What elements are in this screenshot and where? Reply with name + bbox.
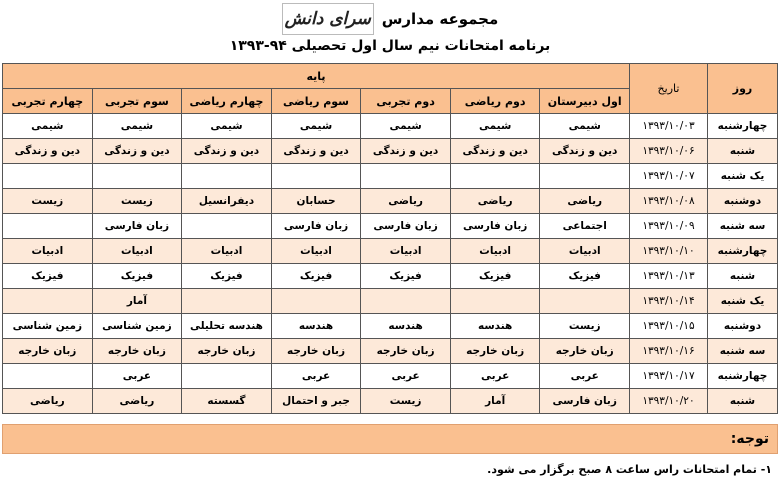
subject-cell: دین و زندگی	[3, 139, 93, 164]
subject-cell: آمار	[92, 289, 182, 314]
subject-cell	[361, 289, 451, 314]
subject-cell	[182, 364, 272, 389]
subject-cell: شیمی	[361, 114, 451, 139]
subject-cell: عربی	[540, 364, 630, 389]
subject-cell: زمین شناسی	[3, 314, 93, 339]
subject-cell: ریاضی	[540, 189, 630, 214]
subject-cell	[182, 214, 272, 239]
subject-cell: زبان فارسی	[450, 214, 540, 239]
subject-cell	[3, 289, 93, 314]
subject-cell: زمین شناسی	[92, 314, 182, 339]
subject-cell: ادبیات	[3, 239, 93, 264]
subject-cell: شیمی	[92, 114, 182, 139]
table-row	[3, 389, 778, 414]
table-row	[3, 114, 778, 139]
table-row	[3, 364, 778, 389]
subject-cell	[540, 164, 630, 189]
subject-cell: حسابان	[271, 189, 361, 214]
subject-cell	[450, 289, 540, 314]
header	[0, 2, 780, 36]
subject-cell	[361, 164, 451, 189]
subject-cell	[271, 289, 361, 314]
subject-cell: گسسته	[182, 389, 272, 414]
table-row	[3, 164, 778, 189]
subject-cell: شیمی	[450, 114, 540, 139]
subject-cell: زبان خارجه	[182, 339, 272, 364]
day-cell: شنبه	[708, 264, 778, 289]
subject-cell: شیمی	[540, 114, 630, 139]
header-column: اول دبیرستان	[540, 89, 630, 114]
page-subtitle: برنامه امتحانات نیم سال اول تحصیلی ۹۴-۱۳۹۳	[229, 38, 551, 54]
subject-cell: ریاضی	[450, 189, 540, 214]
subject-cell: فیزیک	[450, 264, 540, 289]
header-column: سوم تجربی	[92, 89, 182, 114]
subject-cell	[3, 364, 93, 389]
subject-cell: آمار	[450, 389, 540, 414]
subject-cell: زبان خارجه	[92, 339, 182, 364]
date-cell: ۱۳۹۳/۱۰/۱۰	[630, 239, 708, 264]
subject-cell	[92, 164, 182, 189]
table-row	[3, 214, 778, 239]
table-row	[3, 239, 778, 264]
date-cell: ۱۳۹۳/۱۰/۱۷	[630, 364, 708, 389]
subject-cell: دین و زندگی	[271, 139, 361, 164]
subject-cell: هندسه تحلیلی	[182, 314, 272, 339]
subject-cell: فیزیک	[540, 264, 630, 289]
subject-cell: شیمی	[271, 114, 361, 139]
subject-cell: ادبیات	[361, 239, 451, 264]
subject-cell	[182, 164, 272, 189]
subject-cell: هندسه	[361, 314, 451, 339]
subject-cell: عربی	[361, 364, 451, 389]
date-cell: ۱۳۹۳/۱۰/۰۳	[630, 114, 708, 139]
header-column: چهارم ریاضی	[182, 89, 272, 114]
subject-cell	[450, 164, 540, 189]
subject-cell: ریاضی	[92, 389, 182, 414]
header-date: تاریخ	[630, 64, 708, 114]
date-cell: ۱۳۹۳/۱۰/۰۹	[630, 214, 708, 239]
day-cell: دوشنبه	[708, 189, 778, 214]
subject-cell: فیزیک	[271, 264, 361, 289]
day-cell: دوشنبه	[708, 314, 778, 339]
subject-cell: دین و زندگی	[540, 139, 630, 164]
subject-cell: زیست	[3, 189, 93, 214]
header-day: روز	[708, 64, 778, 114]
header-column: دوم تجربی	[361, 89, 451, 114]
subject-cell: عربی	[271, 364, 361, 389]
subject-cell: اجتماعی	[540, 214, 630, 239]
subject-cell: شیمی	[182, 114, 272, 139]
note-item: ۱- تمام امتحانات راس ساعت ۸ صبح برگزار می شود.	[487, 463, 772, 476]
day-cell: چهارشنبه	[708, 239, 778, 264]
subject-cell: زبان خارجه	[271, 339, 361, 364]
subject-cell: زیست	[92, 189, 182, 214]
subject-cell	[271, 164, 361, 189]
subject-cell: ادبیات	[540, 239, 630, 264]
subject-cell	[3, 214, 93, 239]
logo: سرای دانش	[282, 3, 374, 35]
subject-cell: فیزیک	[92, 264, 182, 289]
subject-cell: ریاضی	[3, 389, 93, 414]
subject-cell	[182, 289, 272, 314]
subject-cell: زبان خارجه	[3, 339, 93, 364]
subject-cell: فیزیک	[361, 264, 451, 289]
day-cell: شنبه	[708, 139, 778, 164]
table-row	[3, 264, 778, 289]
page-title: مجموعه مدارس	[381, 10, 499, 28]
subject-cell: زیست	[361, 389, 451, 414]
subject-cell: جبر و احتمال	[271, 389, 361, 414]
subject-cell: ادبیات	[450, 239, 540, 264]
exam-schedule-table	[2, 63, 778, 414]
date-cell: ۱۳۹۳/۱۰/۰۶	[630, 139, 708, 164]
date-cell: ۱۳۹۳/۱۰/۲۰	[630, 389, 708, 414]
table-row	[3, 289, 778, 314]
subject-cell: زبان فارسی	[540, 389, 630, 414]
date-cell: ۱۳۹۳/۱۰/۱۵	[630, 314, 708, 339]
table-row	[3, 314, 778, 339]
subject-cell: ادبیات	[182, 239, 272, 264]
day-cell: یک شنبه	[708, 164, 778, 189]
date-cell: ۱۳۹۳/۱۰/۰۸	[630, 189, 708, 214]
subject-cell: زبان خارجه	[361, 339, 451, 364]
day-cell: یک شنبه	[708, 289, 778, 314]
subject-cell: عربی	[92, 364, 182, 389]
date-cell: ۱۳۹۳/۱۰/۱۴	[630, 289, 708, 314]
notes-heading: توجه:	[2, 424, 778, 454]
subject-cell: زیست	[540, 314, 630, 339]
header-column: دوم ریاضی	[450, 89, 540, 114]
subject-cell: فیزیک	[182, 264, 272, 289]
subject-cell: شیمی	[3, 114, 93, 139]
subject-cell	[540, 289, 630, 314]
subject-cell: ادبیات	[271, 239, 361, 264]
day-cell: سه شنبه	[708, 339, 778, 364]
table-row	[3, 189, 778, 214]
subject-cell: دین و زندگی	[182, 139, 272, 164]
date-cell: ۱۳۹۳/۱۰/۱۳	[630, 264, 708, 289]
subject-cell: زبان فارسی	[271, 214, 361, 239]
subject-cell: هندسه	[450, 314, 540, 339]
header-column: چهارم تجربی	[3, 89, 93, 114]
subject-cell: زبان فارسی	[92, 214, 182, 239]
subject-cell: زبان فارسی	[361, 214, 451, 239]
subject-cell: ادبیات	[92, 239, 182, 264]
subject-cell: زبان خارجه	[450, 339, 540, 364]
day-cell: شنبه	[708, 389, 778, 414]
subject-cell: ریاضی	[361, 189, 451, 214]
day-cell: چهارشنبه	[708, 114, 778, 139]
subject-cell: دین و زندگی	[361, 139, 451, 164]
date-cell: ۱۳۹۳/۱۰/۰۷	[630, 164, 708, 189]
day-cell: چهارشنبه	[708, 364, 778, 389]
table-row	[3, 139, 778, 164]
subject-cell: دیفرانسیل	[182, 189, 272, 214]
subject-cell	[3, 164, 93, 189]
subject-cell: عربی	[450, 364, 540, 389]
table-row	[3, 339, 778, 364]
day-cell: سه شنبه	[708, 214, 778, 239]
date-cell: ۱۳۹۳/۱۰/۱۶	[630, 339, 708, 364]
subject-cell: دین و زندگی	[92, 139, 182, 164]
subject-cell: زبان خارجه	[540, 339, 630, 364]
subject-cell: هندسه	[271, 314, 361, 339]
subject-cell: فیزیک	[3, 264, 93, 289]
header-column: سوم ریاضی	[271, 89, 361, 114]
header-group: پایه	[3, 64, 630, 89]
subject-cell: دین و زندگی	[450, 139, 540, 164]
